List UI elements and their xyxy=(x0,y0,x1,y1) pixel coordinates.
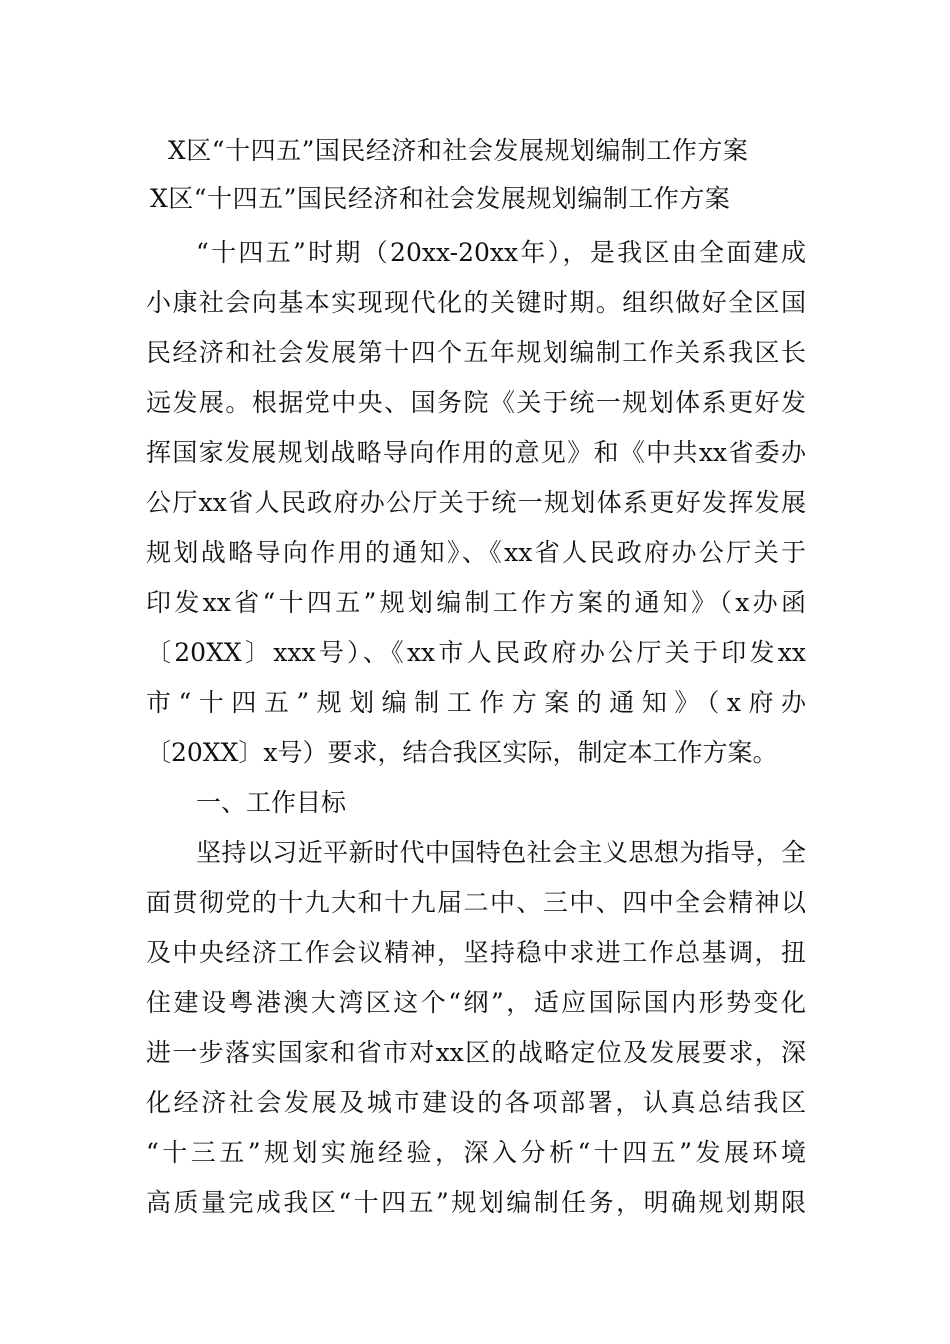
paragraph-2-line: 进一步落实国家和省市对xx区的战略定位及发展要求，深 xyxy=(146,1038,806,1067)
paragraph-1-line: 〔20XX〕x号）要求，结合我区实际，制定本工作方案。 xyxy=(146,738,778,767)
paragraph-1-line: 规划战略导向作用的通知》、《xx省人民政府办公厅关于 xyxy=(146,538,806,567)
paragraph-2-line: 及中央经济工作会议精神，坚持稳中求进工作总基调，扭 xyxy=(146,938,806,967)
paragraph-2-line: “十三五”规划实施经验，深入分析“十四五”发展环境 xyxy=(146,1138,806,1167)
paragraph-2-line: 面贯彻党的十九大和十九届二中、三中、四中全会精神以 xyxy=(146,888,806,917)
paragraph-1-line: 市“十四五”规划编制工作方案的通知》（x府办 xyxy=(146,688,806,717)
paragraph-1-line: 公厅xx省人民政府办公厅关于统一规划体系更好发挥发展 xyxy=(146,488,806,517)
paragraph-2-line: 住建设粤港澳大湾区这个“纲”，适应国际国内形势变化 xyxy=(146,988,806,1017)
paragraph-2-line: 坚持以习近平新时代中国特色社会主义思想为指导，全 xyxy=(196,838,806,867)
section-heading: 一、工作目标 xyxy=(196,788,347,817)
paragraph-1-line: “十四五”时期（20xx-20xx年），是我区由全面建成 xyxy=(196,238,806,267)
paragraph-2-line: 高质量完成我区“十四五”规划编制任务，明确规划期限 xyxy=(146,1188,806,1217)
paragraph-1-line: 民经济和社会发展第十四个五年规划编制工作关系我区长 xyxy=(146,338,806,367)
paragraph-1-line: 挥国家发展规划战略导向作用的意见》和《中共xx省委办 xyxy=(146,438,806,467)
document-title-repeat: X区“十四五”国民经济和社会发展规划编制工作方案 xyxy=(150,184,731,213)
paragraph-1-line: 印发xx省“十四五”规划编制工作方案的通知》（x办函 xyxy=(146,588,806,617)
paragraph-1-line: 小康社会向基本实现现代化的关键时期。组织做好全区国 xyxy=(146,288,806,317)
paragraph-1-line: 〔20XX〕xxx号）、《xx市人民政府办公厅关于印发xx xyxy=(146,638,806,667)
document-title: X区“十四五”国民经济和社会发展规划编制工作方案 xyxy=(168,136,749,165)
paragraph-2-line: 化经济社会发展及城市建设的各项部署，认真总结我区 xyxy=(146,1088,806,1117)
paragraph-1-line: 远发展。根据党中央、国务院《关于统一规划体系更好发 xyxy=(146,388,806,417)
